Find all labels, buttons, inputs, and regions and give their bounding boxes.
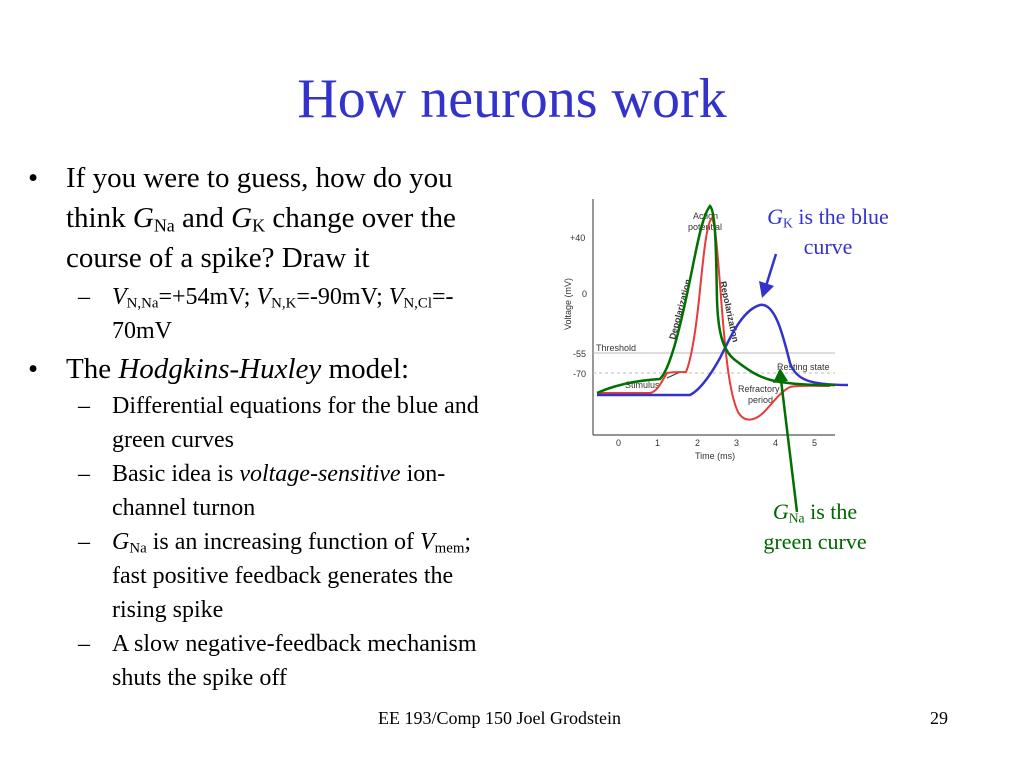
- slide-title: How neurons work: [297, 68, 727, 130]
- gna-function-line3: rising spike: [112, 597, 224, 623]
- label-period: period: [748, 395, 774, 405]
- page-number: 29: [930, 708, 948, 728]
- subbullet-marker: –: [78, 529, 90, 555]
- neg-feedback-line2: shuts the spike off: [112, 665, 287, 691]
- gk-arrow-shaft: [766, 254, 776, 286]
- y-tick-40: +40: [570, 233, 586, 243]
- bullet-marker: •: [28, 353, 39, 385]
- reversal-potentials-line2: 70mV: [112, 318, 172, 344]
- gna-function-line2: fast positive feedback generates the: [112, 563, 454, 589]
- bullet-guess-line3: course of a spike? Draw it: [66, 242, 370, 274]
- x-axis-label: Time (ms): [695, 451, 736, 461]
- gk-arrow-head: [759, 281, 774, 298]
- y-tick-70: -70: [573, 369, 587, 379]
- y-axis-label: Voltage (mV): [563, 277, 573, 330]
- label-potential: potential: [688, 222, 723, 232]
- gna-annotation: $G_{Na}$ is the green curve: [763, 499, 867, 554]
- label-refractory: Refractory: [738, 384, 780, 394]
- y-tick-0: 0: [582, 289, 588, 299]
- diffeq-line1: Differential equations for the blue and: [112, 393, 479, 419]
- subbullet-marker: –: [78, 461, 90, 487]
- x-tick-1: 1: [655, 438, 661, 448]
- basic-idea-line2: channel turnon: [112, 495, 256, 521]
- bullet-marker: •: [28, 162, 39, 194]
- label-stimulus: Stimulus: [625, 380, 660, 390]
- y-tick-55: -55: [573, 349, 587, 359]
- basic-idea-line1: Basic idea is voltage-sensitive ion-: [112, 461, 446, 487]
- x-tick-4: 4: [773, 438, 779, 448]
- gna-arrow-shaft: [781, 380, 797, 512]
- label-depolarization: Depolarization: [667, 278, 693, 341]
- x-tick-2: 2: [695, 438, 701, 448]
- label-resting-state: Resting state: [777, 362, 830, 372]
- subbullet-marker: –: [78, 631, 90, 657]
- subbullet-marker: –: [78, 284, 90, 310]
- reversal-potentials-line1: $V_{N,Na}=+54mV$; $V_{N,K}=-90mV$; $V_{N,Cl}=-$: [112, 284, 454, 312]
- diffeq-line2: green curves: [112, 427, 234, 453]
- bullet-guess-line1: If you were to guess, how do you: [66, 162, 453, 194]
- bullet-hh-text: The Hodgkins-Huxley model:: [66, 353, 410, 385]
- x-tick-3: 3: [734, 438, 740, 448]
- bullet-guess-line2: think $G_{Na}$ and $G_K$ change over the: [66, 202, 456, 236]
- footer-course: EE 193/Comp 150 Joel Grodstein: [378, 708, 621, 728]
- subbullet-marker: –: [78, 393, 90, 419]
- neg-feedback-line1: A slow negative-feedback mechanism: [112, 631, 477, 657]
- gk-annotation: $G_K$ is the blue curve: [767, 204, 889, 259]
- label-threshold: Threshold: [596, 343, 637, 353]
- label-action: Action: [693, 211, 719, 221]
- x-tick-0: 0: [616, 438, 622, 448]
- gna-function-line1: $G_{Na}$ is an increasing function of $V_{mem}$;: [112, 529, 472, 557]
- label-repolarization: Repolarization: [718, 280, 741, 344]
- x-tick-5: 5: [812, 438, 818, 448]
